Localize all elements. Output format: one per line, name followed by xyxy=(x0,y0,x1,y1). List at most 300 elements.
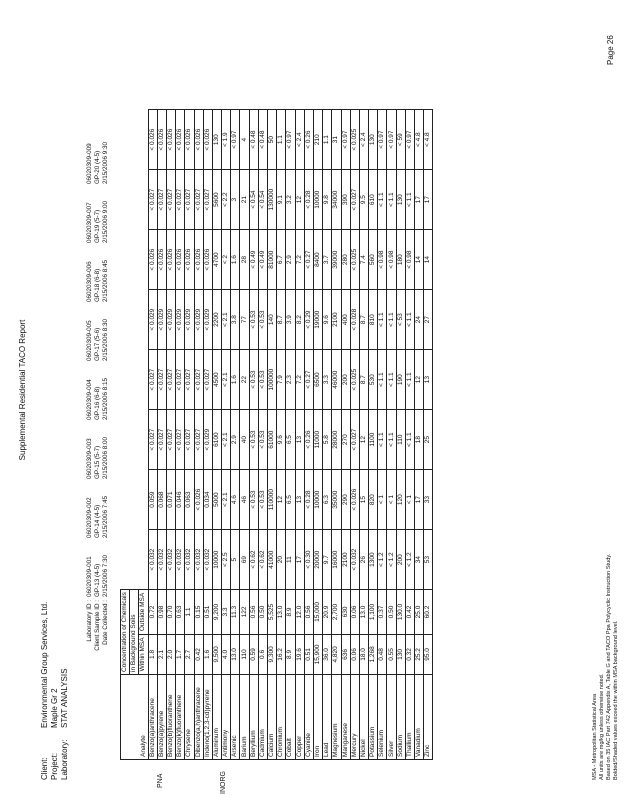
sample-value: 17 xyxy=(415,470,424,530)
laboratory-line xyxy=(60,669,70,780)
sample-value: 3.2 xyxy=(286,170,295,230)
sample-value: < 1.2 xyxy=(378,530,387,590)
table-row xyxy=(396,110,405,760)
sample-value: < 0.97 xyxy=(405,110,414,170)
sample-value: < 1 xyxy=(405,470,414,530)
table-row xyxy=(424,110,433,760)
sample-value: 7.2 xyxy=(295,230,304,290)
sample-value: 6.3 xyxy=(323,470,332,530)
table-row xyxy=(387,110,396,760)
sample-value: 17 xyxy=(295,530,304,590)
analyte-name: Indeno(1,2,3-cd)pyrene xyxy=(203,675,212,760)
sample-date: 2/15/2006 7:30 xyxy=(102,554,109,597)
outside-msa-value: 13.0 xyxy=(359,590,368,635)
sample-value: 130 xyxy=(396,170,405,230)
sample-value: 2.3 xyxy=(286,350,295,410)
sample-value: 46 xyxy=(240,470,249,530)
lab-id-label: Laboratory ID : xyxy=(86,600,93,642)
sample-value: 1.1 xyxy=(277,110,286,170)
sample-value: 4700 xyxy=(212,230,221,290)
table-row xyxy=(249,110,258,760)
sample-value: < 0.032 xyxy=(176,530,185,590)
header-spacer xyxy=(121,110,149,590)
sample-value: < 1.1 xyxy=(387,290,396,350)
table-body xyxy=(148,110,433,760)
sample-value: < 0.029 xyxy=(176,290,185,350)
analyte-name: Barium xyxy=(240,675,249,760)
analyte-name: Arsenic xyxy=(231,675,240,760)
outside-msa-value: 8.9 xyxy=(286,590,295,635)
sample-value: < 0.029 xyxy=(203,290,212,350)
outside-msa-value: 1,100 xyxy=(369,590,378,635)
analyte-name: Cobalt xyxy=(286,675,295,760)
sample-value: < 0.027 xyxy=(194,170,203,230)
sample-value: < 1.1 xyxy=(405,170,414,230)
sample-value: < 0.026 xyxy=(148,230,157,290)
sample-value: 27 xyxy=(424,290,433,350)
sample-value: < 0.62 xyxy=(258,530,267,590)
sample-value: 190 xyxy=(396,350,405,410)
analyte-name: Cyanide xyxy=(304,675,313,760)
sample-value: < 59 xyxy=(396,110,405,170)
within-msa-value: 0.59 xyxy=(249,634,258,674)
sample-value: < 0.025 xyxy=(350,230,359,290)
sample-value: 3.9 xyxy=(286,290,295,350)
sample-value: 11000 xyxy=(313,410,322,470)
sample-value: 16000 xyxy=(332,530,341,590)
sample-value: 46000 xyxy=(332,350,341,410)
outside-msa-value: 130.0 xyxy=(396,590,405,635)
sample-value: 15 xyxy=(359,470,368,530)
sample-value: 12 xyxy=(415,350,424,410)
sample-value: 5.8 xyxy=(323,410,332,470)
table-row xyxy=(231,110,240,760)
table-row xyxy=(148,110,157,760)
sample-value: < 0.027 xyxy=(176,350,185,410)
outside-msa-value: 0.50 xyxy=(387,590,396,635)
sample-value: 130 xyxy=(369,110,378,170)
table-row xyxy=(415,110,424,760)
sample-value: 1100 xyxy=(369,410,378,470)
sample-value: < 1.1 xyxy=(378,350,387,410)
outside-msa-value: 1.1 xyxy=(185,590,194,635)
sample-value: < 0.26 xyxy=(304,410,313,470)
outside-msa-value: 2,700 xyxy=(332,590,341,635)
sample-sample-id: GP-15 (5-7) xyxy=(94,445,101,479)
footnote: Based on 35 IAC Part 742 Appendix A, Table G and TACO Ppa Polycyclic Instruction Study. xyxy=(606,553,612,780)
footnotes xyxy=(592,554,620,780)
sample-value: 210 xyxy=(313,110,322,170)
sample-value: 560 xyxy=(369,230,378,290)
table-row xyxy=(157,110,166,760)
sample-value: 31 xyxy=(332,110,341,170)
sample-value: 13 xyxy=(424,350,433,410)
within-msa-value: 1.8 xyxy=(148,634,157,674)
footnote: Bolded/Shaded values exceed the within MSA background level. xyxy=(613,620,619,780)
sample-value: 6100 xyxy=(212,410,221,470)
sample-value: 53 xyxy=(424,530,433,590)
sample-value: < 0.027 xyxy=(203,350,212,410)
sample-value: 0.034 xyxy=(203,470,212,530)
client-label: Client: xyxy=(40,757,49,780)
within-msa-value: 13.0 xyxy=(231,634,240,674)
outside-msa-value: 0.56 xyxy=(304,590,313,635)
sample-value: 10000 xyxy=(212,530,221,590)
sample-value: 28 xyxy=(240,230,249,290)
sample-value: < 0.62 xyxy=(249,530,258,590)
within-msa-value: 2.7 xyxy=(185,634,194,674)
sample-value: < 0.027 xyxy=(194,410,203,470)
sample-value: 3 xyxy=(231,170,240,230)
sample-value: 140 xyxy=(268,290,277,350)
sample-value: < 0.53 xyxy=(258,410,267,470)
sample-value: 0.059 xyxy=(148,470,157,530)
sample-value: < 0.026 xyxy=(157,110,166,170)
sample-value: < 2.1 xyxy=(222,350,231,410)
sample-value: < 0.029 xyxy=(194,290,203,350)
sample-value: < 0.029 xyxy=(203,410,212,470)
within-msa-value: 1.7 xyxy=(176,634,185,674)
analyte-name: Beryllium xyxy=(249,675,258,760)
sample-value: < 0.97 xyxy=(387,110,396,170)
table-row xyxy=(295,110,304,760)
sample-value: < 0.027 xyxy=(157,170,166,230)
sample-value: < 0.029 xyxy=(157,290,166,350)
within-msa-value: 130 xyxy=(396,634,405,674)
analyte-name: Cadmium xyxy=(258,675,267,760)
bg-header-2: in Background Soils xyxy=(130,590,139,675)
sample-value: 9.1 xyxy=(277,170,286,230)
sample-value: 390 xyxy=(341,170,350,230)
sample-value: 25 xyxy=(424,410,433,470)
sample-value: < 0.026 xyxy=(203,230,212,290)
within-msa-header: Within MSA xyxy=(139,634,148,674)
sample-value: 7.4 xyxy=(359,230,368,290)
sample-value: < 53 xyxy=(396,290,405,350)
outside-msa-value: 13.0 xyxy=(277,590,286,635)
sample-value: 3.7 xyxy=(323,230,332,290)
sample-value: < 0.98 xyxy=(378,230,387,290)
sample-value: 4.6 xyxy=(231,470,240,530)
within-msa-value: 110 xyxy=(240,634,249,674)
sample-value: 8.2 xyxy=(295,290,304,350)
sample-date: 2/15/2006 8:30 xyxy=(102,318,109,361)
sample-value: < 2 xyxy=(222,230,231,290)
sample-value: < 0.027 xyxy=(157,410,166,470)
sample-value: 10000 xyxy=(313,470,322,530)
sample-value: 7.9 xyxy=(277,350,286,410)
sample-value: 280 xyxy=(341,230,350,290)
sample-value: 5 xyxy=(231,530,240,590)
sample-value: < 1.1 xyxy=(378,410,387,470)
sample-value: < 0.97 xyxy=(231,110,240,170)
sample-value: < 4.8 xyxy=(424,110,433,170)
outside-msa-value: 630 xyxy=(341,590,350,635)
sample-value: < 0.032 xyxy=(203,530,212,590)
section-inorg-label: INORG xyxy=(220,771,227,794)
table-row xyxy=(332,110,341,760)
sample-value: < 0.026 xyxy=(185,110,194,170)
results-table xyxy=(120,109,433,760)
sample-value: < 0.029 xyxy=(185,290,194,350)
sample-value: 69 xyxy=(240,530,249,590)
table-row xyxy=(258,110,267,760)
sample-value: 12 xyxy=(359,410,368,470)
sample-value: 50 xyxy=(268,110,277,170)
sample-lab-id: 06020309-002 xyxy=(86,497,93,538)
within-msa-value: 0.55 xyxy=(387,634,396,674)
sample-value: < 0.026 xyxy=(194,470,203,530)
table-row xyxy=(240,110,249,760)
sample-value: < 2.1 xyxy=(222,470,231,530)
sample-value: < 0.026 xyxy=(157,230,166,290)
sample-value: < 0.027 xyxy=(176,170,185,230)
sample-value: < 0.029 xyxy=(166,290,175,350)
sample-value: < 0.027 xyxy=(350,410,359,470)
table-row xyxy=(212,110,221,760)
within-msa-value: 1,268 xyxy=(369,634,378,674)
sample-value: < 2.5 xyxy=(222,530,231,590)
sample-value: < 0.027 xyxy=(157,350,166,410)
sample-value: 21 xyxy=(240,170,249,230)
bg-header-1: Concentration of Chemicals xyxy=(121,590,130,675)
within-msa-value: 0.6 xyxy=(258,634,267,674)
sample-value: 6.5 xyxy=(286,470,295,530)
sample-date: 2/15/2006 9:00 xyxy=(102,200,109,243)
sample-value: 13 xyxy=(295,470,304,530)
sample-value: < 0.026 xyxy=(148,110,157,170)
table-row xyxy=(185,110,194,760)
table-row xyxy=(166,110,175,760)
sample-value: 17 xyxy=(415,170,424,230)
within-msa-value: 95.0 xyxy=(424,634,433,674)
sample-value: < 0.98 xyxy=(405,230,414,290)
sample-value: < 0.026 xyxy=(176,110,185,170)
sample-value: < 0.48 xyxy=(249,110,258,170)
analyte-name: Dibenzo(a,h)anthracene xyxy=(194,675,203,760)
sample-value: < 0.032 xyxy=(350,530,359,590)
sample-value: 1.1 xyxy=(323,110,332,170)
sample-value: < 1.1 xyxy=(378,290,387,350)
table-row xyxy=(286,110,295,760)
sample-value: < 0.29 xyxy=(304,290,313,350)
sample-id-label: Client Sample ID : xyxy=(94,600,101,651)
outside-msa-value: 0.56 xyxy=(249,590,258,635)
table-row xyxy=(378,110,387,760)
sample-value: 2.9 xyxy=(231,410,240,470)
sample-value: < 2.4 xyxy=(359,110,368,170)
sample-value: < 1.1 xyxy=(387,350,396,410)
sample-value: < 4.8 xyxy=(415,110,424,170)
within-msa-value: 18.0 xyxy=(359,634,368,674)
sample-value: < 0.97 xyxy=(286,110,295,170)
table-row xyxy=(369,110,378,760)
sample-value: < 0.027 xyxy=(166,170,175,230)
sample-value: < 0.027 xyxy=(148,170,157,230)
analyte-name: Mercury xyxy=(350,675,359,760)
sample-value: < 0.026 xyxy=(350,470,359,530)
sample-value: 40 xyxy=(240,410,249,470)
footnote: MSA - Metropolitan Statistical Area xyxy=(592,693,598,780)
sample-date: 2/15/2006 8:15 xyxy=(102,377,109,420)
within-msa-value: 0.06 xyxy=(350,634,359,674)
sample-value: < 0.54 xyxy=(249,170,258,230)
within-msa-value: 9,500 xyxy=(212,634,221,674)
analyte-name: Antimony xyxy=(222,675,231,760)
sample-value: 0.071 xyxy=(166,470,175,530)
within-msa-value: 1.6 xyxy=(203,634,212,674)
table-row xyxy=(313,110,322,760)
analyte-name: Thallium xyxy=(405,675,414,760)
sample-value: < 0.026 xyxy=(166,110,175,170)
sample-value: < 0.027 xyxy=(185,350,194,410)
table-row xyxy=(194,110,203,760)
sample-value: 4 xyxy=(240,110,249,170)
analyte-name: Chrysene xyxy=(185,675,194,760)
analyte-name: Aluminum xyxy=(212,675,221,760)
sample-value: 41000 xyxy=(268,530,277,590)
sample-sample-id: GP-18 (6-8) xyxy=(94,268,101,302)
within-msa-value: 9,300 xyxy=(268,634,277,674)
sample-value: 610 xyxy=(369,170,378,230)
table-row xyxy=(304,110,313,760)
outside-msa-value: 15,000 xyxy=(313,590,322,635)
analyte-name: Magnesium xyxy=(332,675,341,760)
analyte-name: Vanadium xyxy=(415,675,424,760)
sample-value: < 2.1 xyxy=(222,410,231,470)
sample-value: < 0.30 xyxy=(304,530,313,590)
sample-value: 33 xyxy=(424,470,433,530)
sample-value: < 1.1 xyxy=(387,170,396,230)
sample-lab-id: 06020309-001 xyxy=(86,556,93,597)
analyte-name: Manganese xyxy=(341,675,350,760)
sample-value: 5000 xyxy=(212,470,221,530)
table-row xyxy=(405,110,414,760)
analyte-name: Silver xyxy=(387,675,396,760)
outside-msa-value: 0.37 xyxy=(378,590,387,635)
sample-value: 1300 xyxy=(369,530,378,590)
sample-value: 2200 xyxy=(212,290,221,350)
sample-value: < 0.027 xyxy=(203,170,212,230)
sample-value: 61000 xyxy=(268,410,277,470)
sample-sample-id: GP-14 (4-5) xyxy=(94,504,101,538)
sample-value: 810 xyxy=(369,290,378,350)
sample-value: 39000 xyxy=(332,230,341,290)
sample-value: 10000 xyxy=(313,170,322,230)
sample-value: < 0.026 xyxy=(166,230,175,290)
outside-msa-value: 122 xyxy=(240,590,249,635)
analyte-name: Benzo(a)pyrene xyxy=(157,675,166,760)
sample-value: < 0.027 xyxy=(148,410,157,470)
outside-msa-header: Outside MSA xyxy=(139,590,148,635)
sample-date: 2/15/2006 8:00 xyxy=(102,436,109,479)
sample-value: < 0.027 xyxy=(148,350,157,410)
analyte-name: Lead xyxy=(323,675,332,760)
sample-value: 77 xyxy=(240,290,249,350)
analyte-name: Calcium xyxy=(268,675,277,760)
outside-msa-value: 0.15 xyxy=(194,590,203,635)
sample-value: 9.8 xyxy=(323,170,332,230)
sample-value: < 0.028 xyxy=(350,290,359,350)
sample-value: 12 xyxy=(295,170,304,230)
sample-value: 9.7 xyxy=(323,530,332,590)
sample-value: 100000 xyxy=(268,350,277,410)
sample-value: < 0.26 xyxy=(304,110,313,170)
sample-value: < 1.1 xyxy=(405,350,414,410)
outside-msa-value: 0.63 xyxy=(176,590,185,635)
sample-value: 130000 xyxy=(268,170,277,230)
outside-msa-value: 12.0 xyxy=(295,590,304,635)
sample-value: 22 xyxy=(240,350,249,410)
within-msa-value: 0.48 xyxy=(378,634,387,674)
sample-lab-id: 06020309-009 xyxy=(86,143,93,184)
sample-value: < 0.025 xyxy=(350,350,359,410)
sample-value: 200 xyxy=(341,350,350,410)
sample-value: < 0.032 xyxy=(148,530,157,590)
sample-value: < 0.027 xyxy=(185,410,194,470)
sample-value: 14 xyxy=(424,230,433,290)
outside-msa-value: 11.3 xyxy=(231,590,240,635)
sample-value: < 0.032 xyxy=(194,530,203,590)
within-msa-value: 2.0 xyxy=(166,634,175,674)
outside-msa-value: 9,200 xyxy=(212,590,221,635)
sample-value: < 1.1 xyxy=(387,410,396,470)
sample-value: < 0.027 xyxy=(166,410,175,470)
outside-msa-value: 20.9 xyxy=(323,590,332,635)
sample-value: 12 xyxy=(277,470,286,530)
sample-value: 270 xyxy=(341,410,350,470)
sample-value: < 1 xyxy=(387,470,396,530)
within-msa-value: 15,900 xyxy=(313,634,322,674)
sample-value: < 0.97 xyxy=(378,110,387,170)
sample-value: 7.2 xyxy=(295,350,304,410)
analyte-name: Selenium xyxy=(378,675,387,760)
within-msa-value: 25.2 xyxy=(415,634,424,674)
sample-date: 2/15/2006 7:45 xyxy=(102,495,109,538)
outside-msa-value: 0.50 xyxy=(258,590,267,635)
sample-value: 20000 xyxy=(313,530,322,590)
date-label: Date Collected : xyxy=(102,600,109,645)
sample-value: < 2.1 xyxy=(222,290,231,350)
sample-value: < 0.032 xyxy=(166,530,175,590)
sample-value: 81000 xyxy=(268,230,277,290)
sample-value: < 0.026 xyxy=(185,230,194,290)
sample-value: 2100 xyxy=(341,530,350,590)
sample-value: < 0.032 xyxy=(185,530,194,590)
outside-msa-value: 25.0 xyxy=(415,590,424,635)
sample-value: < 0.53 xyxy=(249,470,258,530)
sample-value: 0.063 xyxy=(185,470,194,530)
sample-value: < 0.97 xyxy=(341,110,350,170)
sample-value: < 0.48 xyxy=(258,110,267,170)
outside-msa-value: 0.70 xyxy=(166,590,175,635)
analyte-header: Analyte xyxy=(121,675,149,760)
sample-value: < 1 xyxy=(378,470,387,530)
analyte-name: Iron xyxy=(313,675,322,760)
within-msa-value: 636 xyxy=(341,634,350,674)
analyte-name: Benzo(a)anthracene xyxy=(148,675,157,760)
sample-value: 24 xyxy=(415,290,424,350)
sample-value: 8400 xyxy=(313,230,322,290)
sample-value: 26 xyxy=(359,530,368,590)
sample-value: < 0.025 xyxy=(350,110,359,170)
laboratory-value: STAT ANALYSIS xyxy=(60,668,69,728)
analyte-name: Potassium xyxy=(369,675,378,760)
outside-msa-value: 3.3 xyxy=(222,590,231,635)
sample-value: 1.6 xyxy=(231,350,240,410)
table-row xyxy=(222,110,231,760)
sample-value: 5600 xyxy=(212,170,221,230)
